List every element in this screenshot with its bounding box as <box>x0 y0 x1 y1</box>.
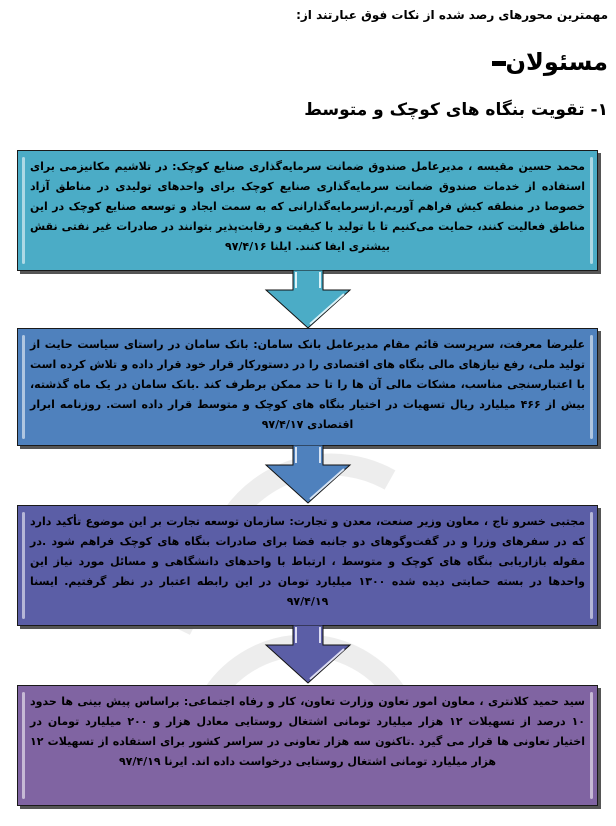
down-arrow-icon <box>258 270 358 330</box>
section-title <box>486 46 608 78</box>
intro-text: مهمترین محورهای رصد شده از نکات فوق عبارتند از: <box>296 8 608 22</box>
section-title-text: مسئولان <box>505 48 608 76</box>
down-arrow-icon <box>258 445 358 505</box>
flow-box-1: محمد حسین مقیسه ، مدیرعامل صندوق ضمانت سرمایه‌گذاری صنایع کوچک: در تلاشیم مکانیزمی برای استفاده از خدمات صندوق ضمانت سرمایه‌گذاری صنایع کوچک برای واحدهای تولیدی در مناطق آزاد خصوصا در منطقه کیش فراهم آوریم.ازسرمایه‌گذارانی که به سمت ایجاد و توسعه صنایع کوچک در این مناطق فعالیت کنند، حمایت می‌کنیم تا با تولید با کیفیت و رقابت‌پذیر بتوانند در صادرات غیر نفتی نقش بیشتری ایفا کنند. ایلنا ۹۷/۴/۱۶ <box>17 150 598 271</box>
flow-box-4: سید حمید کلانتری ، معاون امور تعاون وزارت تعاون، کار و رفاه اجتماعی: براساس پیش بینی ها حدود ۱۰ درصد از تسهیلات ۱۲ هزار میلیارد تومانی اشتغال روستایی معادل هزار و ۲۰۰ میلیارد تومان در اختیار تعاونی ها قرار می گیرد .تاکنون سه هزار تعاونی در سراسر کشور برای استفاده از تسهیلات ۱۲ هزار میلیارد تومانی اشتغال روستایی درخواست داده اند. ایرنا ۹۷/۴/۱۹ <box>17 685 598 806</box>
section-subtitle: ۱- تقویت بنگاه های کوچک و متوسط <box>304 100 608 120</box>
flow-box-2: علیرضا معرفت، سرپرست قائم مقام مدیرعامل بانک سامان: بانک سامان در راستای سیاست حایت از تولید ملی، رفع نیازهای مالی بنگاه های اقتصادی را در دستورکار قرار خود قرار داده و تلاش کرده است با اعتبارسنجی مناسب، مشکات مالی آن ها را تا حد ممکن برطرف کند .بانک سامان در یک ماه گذشته، بیش از ۴۶۶ میلیارد ریال تسهیات در اختیار بنگاه های کوچک و متوسط قرار داده است. روزنامه ابرار اقتصادی ۹۷/۴/۱۷ <box>17 328 598 446</box>
dash-bullet-icon <box>492 61 506 66</box>
flow-box-3: مجتبی خسرو تاج ، معاون وزیر صنعت، معدن و تجارت: سازمان توسعه تجارت بر این موضوع تأکید دارد که در سفرهای وزرا و در گفت‌وگوهای دو جانبه فضا برای صادرات بنگاه های کوچک فراهم شود .در مقوله بازاریابی بنگاه های کوچک و متوسط ، ارتباط با واحدهای دانشگاهی و مسائل مورد نیاز این واحدها در بسته حمایتی دیده شده ۱۳۰۰ میلیارد تومان در این رابطه اعتبار در نظر گرفتیم. ایسنا ۹۷/۴/۱۹ <box>17 505 598 626</box>
down-arrow-icon <box>258 625 358 685</box>
